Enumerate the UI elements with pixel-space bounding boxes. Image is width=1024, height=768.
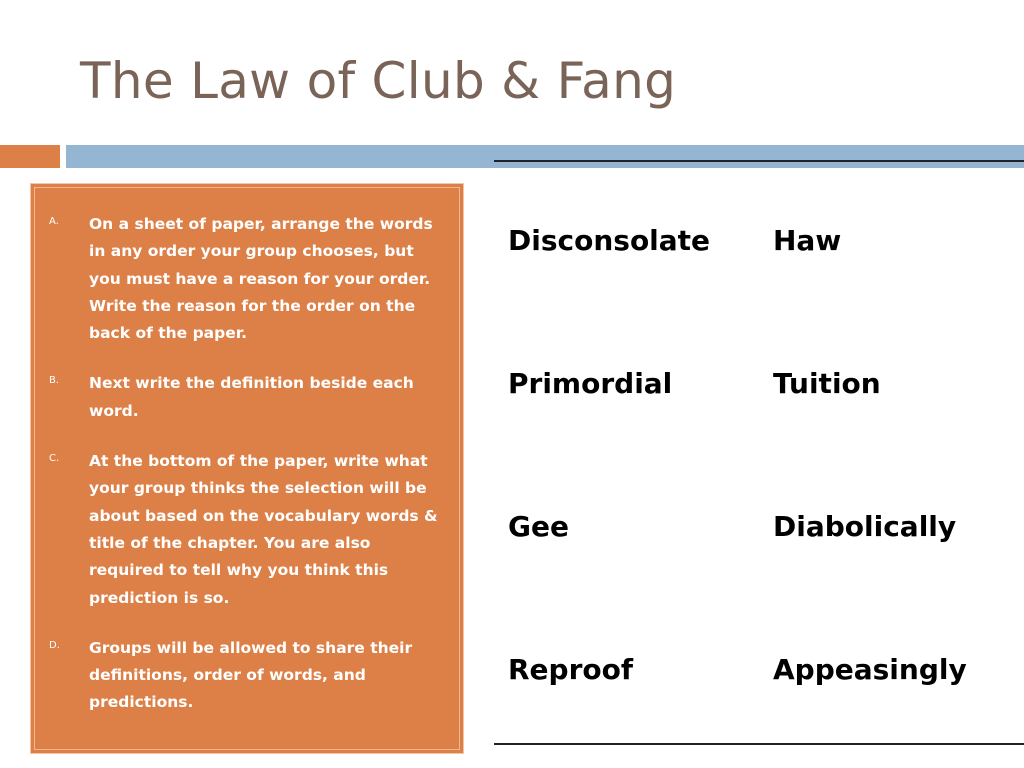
vocab-word-disconsolate: Disconsolate <box>508 224 711 257</box>
instruction-text: On a sheet of paper, arrange the words in any order your group chooses, but you must have a reason for your order. Write the reason for the order on the back of the paper. <box>89 215 433 343</box>
vocab-word-diabolically: Diabolically <box>773 510 957 543</box>
instruction-marker: D. <box>49 639 60 651</box>
slide-title: The Law of Club & Fang <box>80 52 677 110</box>
vocab-word-haw: Haw <box>773 224 842 257</box>
instruction-item <box>49 448 449 612</box>
instruction-marker: A. <box>49 216 59 227</box>
instruction-marker: B. <box>49 375 60 387</box>
word-table-bottom-rule <box>494 743 1024 745</box>
word-table-top-rule <box>494 160 1024 162</box>
instruction-text: Groups will be allowed to share their definitions, order of words, and predictions. <box>89 638 413 712</box>
instructions-list <box>49 211 449 740</box>
vocab-word-appeasingly: Appeasingly <box>773 653 967 686</box>
instructions-box <box>30 183 464 754</box>
instruction-item <box>49 211 449 347</box>
accent-bar-orange <box>0 145 60 168</box>
instruction-item <box>49 370 449 425</box>
accent-bar-blue <box>66 145 1024 168</box>
instruction-item <box>49 635 449 717</box>
instruction-marker: C. <box>49 453 60 465</box>
instruction-text: Next write the definition beside each word. <box>89 374 414 420</box>
vocab-word-gee: Gee <box>508 510 569 543</box>
instruction-text: At the bottom of the paper, write what your group thinks the selection will be about based on the vocabulary words & title of the chapter. You are also required to tell why you think this prediction is so. <box>89 452 438 607</box>
vocab-word-tuition: Tuition <box>773 367 881 400</box>
vocab-word-reproof: Reproof <box>508 653 634 686</box>
vocab-word-primordial: Primordial <box>508 367 673 400</box>
